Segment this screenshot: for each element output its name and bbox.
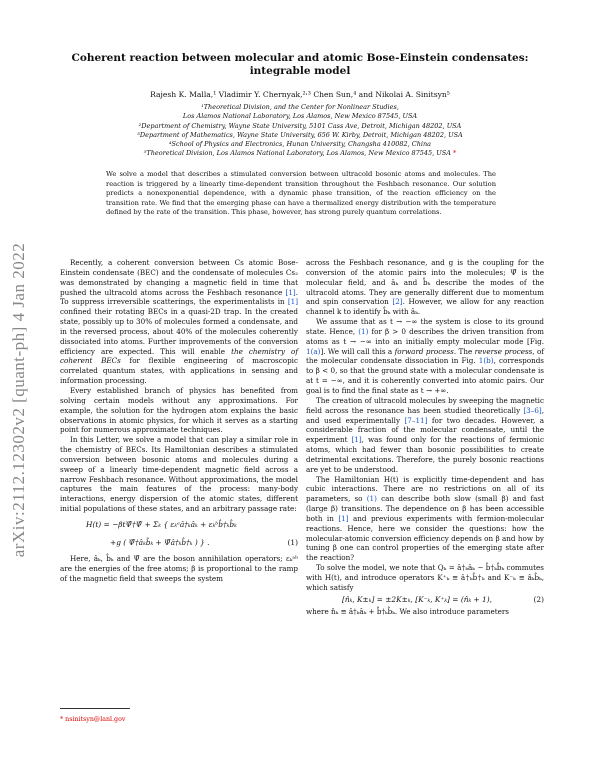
corresponding-author-mark[interactable]: * <box>452 149 457 158</box>
paragraph: The Hamiltonian H(t) is explicitly time-dependent and has cubic interactions. There are no restrictions on all of its parameters, so (1) can describe both slow (small β) and fast (large β) transitions. The dependence on β has been accessible both in [1] and previous experiments with fermion-molecular reactions. Hence, here we consider the questions: how the molecular-atomic conversion efficiency depends on β and how by tuning β one can control properties of the emerging state after the reaction? <box>306 474 544 563</box>
paragraph: The creation of ultracold molecules by sweeping the magnetic field across the resonance has been studied theoretically [3–6], and used experimentally [7–11] for two decades. However, a considerable fraction of the molecular condensate, until the experiment [1], was found only for the reactions of fermionic atoms, which had fewer than bosonic possibilities to create detrimental excitations. Therefore, the purely bosonic reactions are yet to be understood. <box>306 395 544 474</box>
footnote-rule <box>60 708 130 709</box>
email-link[interactable]: nsinitsyn@lanl.gov <box>63 716 126 723</box>
paragraph: where n̂ₖ ≡ â†ₖâₖ + b̂†ₖb̂ₖ. We also introduce parameters <box>306 606 509 616</box>
footnote-mark: * <box>60 716 64 723</box>
paragraph: Here, âₖ, b̂ₖ and Ψ̂ are the boson annihilation operators; εₖᵃᵇ are the energies of the free atoms; β is proportional to the ramp of the magnetic field that sweeps the system <box>60 553 298 583</box>
affiliation: ¹Theoretical Division, and the Center for Nonlinear Studies, <box>201 103 399 111</box>
paragraph: In this Letter, we solve a model that can play a similar role in the chemistry of BECs. Its Hamiltonian describes a stimulated conversion between bosonic atoms and molecules during a sweep of a linearly time-dependent magnetic field across a narrow Feshbach resonance. Without approximations, the model captures the main features of the process: many-body interactions, energy dispersion of the atomic states, different initial populations of these states, and an arbitrary passage rate: <box>60 435 298 514</box>
figure-link[interactable]: 1(b) <box>478 356 494 366</box>
figure-link[interactable]: 1(a) <box>306 346 321 356</box>
affiliation: ⁴School of Physics and Electronics, Hunan University, Changsha 410082, China <box>168 140 432 149</box>
citation-link[interactable]: [3–6] <box>523 405 542 415</box>
right-column <box>306 258 544 617</box>
left-column <box>60 258 298 583</box>
citation-link[interactable]: [1] <box>287 297 298 307</box>
author-list: Rajesh K. Malla,¹ Vladimir Y. Chernyak,²˒³ Chen Sun,⁴ and Nikolai A. Sinitsyn⁵ <box>150 90 450 99</box>
arxiv-watermark: arXiv:2112.12302v2 [quant-ph] 4 Jan 2022 <box>9 242 28 558</box>
paragraph: To solve the model, we note that Qₖ = â†ₖâₖ − b̂†ₖb̂ₖ commutes with H(t), and introduce operators K⁺ₖ ≡ â†ₖb̂†ₖ and K⁻ₖ ≡ âₖb̂ₖ, which satisfy <box>306 563 544 592</box>
paragraph: We assume that as t → −∞ the system is close to its ground state. Hence, (1) for β > 0 describes the driven transition from atoms as t → −∞ into an initially empty molecular mode [Fig. 1(a)]. We will call this a forward process. The reverse process, of the molecular condensate dissociation in Fig. 1(b), corresponds to β < 0, so that the ground state with a molecular condensate is at t = −∞, and it is coherently converted into atomic pairs. Our goal is to find the final state as t → +∞. <box>306 317 545 395</box>
affiliations <box>60 103 540 159</box>
abstract: We solve a model that describes a stimulated conversion between ultracold bosonic atoms and molecules. The reaction is triggered by a linearly time-dependent transition throughout the Feshbach resonance. Our solution predicts a nonexponential dependence, with a dynamic phase transition, of the reaction efficiency on the transition rate. We find that the emerging phase can have a thermalized energy distribution with the temperature defined by the rate of the transition. This phase, however, has strong purely quantum correlations. <box>106 170 496 216</box>
citation-link[interactable]: [1] <box>285 287 296 297</box>
paragraph: across the Feshbach resonance, and g is the coupling for the conversion of the atomic pairs into the molecules; Ψ̂ is the molecular field, and âₖ and b̂ₖ describe the modes of the ultracold atoms. They are generally different due to momentum and spin conservation [2]. However, we allow for any reaction channel k to identify b̂ₖ with âₖ. <box>306 258 545 317</box>
citation-link[interactable]: [2] <box>392 297 403 307</box>
affiliation: ³Department of Mathematics, Wayne State University, 656 W. Kirby, Detroit, Michigan 48202, USA <box>137 130 463 139</box>
equation-1: H(t) = −βtΨ̂†Ψ̂ + Σₖ { εₖᵃâ†ₖâₖ + εₖᵇb̂†ₖb̂ₖ +g ( Ψ̂†âₖb̂ₖ + Ψ̂â†ₖb̂†ₖ ) } . (1) <box>86 519 298 547</box>
equation-link[interactable]: (1) <box>358 326 369 336</box>
equation-link[interactable]: (1) <box>366 494 377 504</box>
footnote <box>60 716 125 723</box>
citation-link[interactable]: [7–11] <box>404 415 428 425</box>
equation-2: [n̂ₖ, K±ₖ] = ±2K±ₖ, [K⁻ₖ, K⁺ₖ] = (n̂ₖ + 1), (2) <box>342 594 544 604</box>
paper-title: Coherent reaction between molecular and atomic Bose-Einstein condensates: integrable model <box>71 52 529 77</box>
paragraph: Recently, a coherent conversion between Cs atomic Bose-Einstein condensate (BEC) and the condensate of molecules Cs₂ was demonstrated by changing a magnetic field in time that pushed the ultracold atoms across the Feshbach resonance [1]. To suppress irreversible scatterings, the experimentalists in [1] confined their rotating BECs in a quasi-2D trap. In the created state, possibly up to 30% of molecules formed a condensate, and in the reversed process, about 40% of the molecules coherently dissociated into atoms. Further improvements of the conversion efficiency are expected. This will enable the chemistry of coherent BECs for flexible engineering of macroscopic correlated quantum states, with applications in sensing and information processing. <box>60 258 298 386</box>
paragraph: Every established branch of physics has benefited from solving certain models without any approximations. For example, the solution for the hydrogen atom explains the basic observations in atomic physics, for which it serves as a starting point for numerous approximate techniques. <box>60 385 298 435</box>
citation-link[interactable]: [1] <box>351 435 362 445</box>
equation-number: (2) <box>533 594 544 604</box>
affiliation: ⁵Theoretical Division, Los Alamos National Laboratory, Los Alamos, New Mexico 87545, USA * <box>143 149 457 158</box>
affiliation: ²Department of Chemistry, Wayne State University, 5101 Cass Ave, Detroit, Michigan 48202, USA <box>138 121 462 130</box>
citation-link[interactable]: [1] <box>338 513 349 523</box>
affiliation: Los Alamos National Laboratory, Los Alamos, New Mexico 87545, USA <box>182 112 418 121</box>
equation-number: (1) <box>287 537 298 547</box>
